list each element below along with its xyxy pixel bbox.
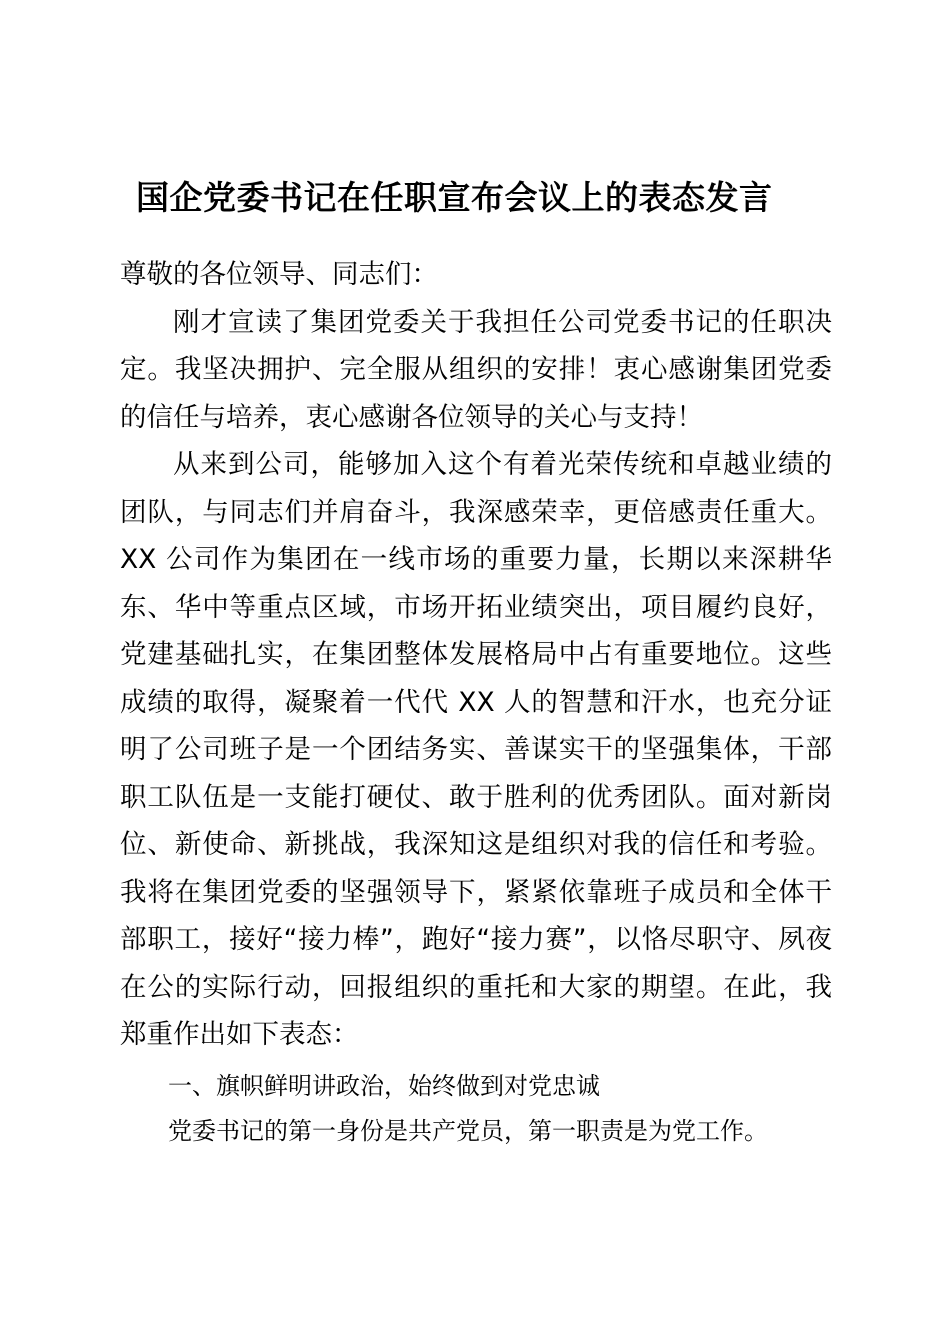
salutation-line: 尊敬的各位领导、同志们： <box>120 259 438 290</box>
section-heading-1: 一、旗帜鲜明讲政治，始终做到对党忠诚 <box>168 1071 600 1100</box>
page-title: 国企党委书记在任职宣布会议上的表态发言 <box>136 178 773 217</box>
body-paragraph-2: 从来到公司，能够加入这个有着光荣传统和卓越业绩的团队，与同志们并肩奋斗，我深感荣幸，更倍感责任重大。XX 公司作为集团在一线市场的重要力量，长期以来深耕华东、华中等重点区域，市场开拓业绩突出，项目履约良好，党建基础扎实，在集团整体发展格局中占有重要地位。这些成绩的取得，凝聚着一代代 XX 人的智慧和汗水，也充分证明了公司班子是一个团结务实、善谋实干的坚强集体，干部职工队伍是一支能打硬仗、敢于胜利的优秀团队。面对新岗位、新使命、新挑战，我深知这是组织对我的信任和考验。我将在集团党委的坚强领导下，紧紧依靠班子成员和全体干部职工，接好“接力棒”，跑好“接力赛”，以恪尽职守、夙夜在公的实际行动，回报组织的重托和大家的期望。在此，我郑重作出如下表态： <box>120 449 832 1050</box>
section-body-1: 党委书记的第一身份是共产党员，第一职责是为党工作。 <box>168 1116 768 1145</box>
body-paragraph-1: 刚才宣读了集团党委关于我担任公司党委书记的任职决定。我坚决拥护、完全服从组织的安排！衷心感谢集团党委的信任与培养，衷心感谢各位领导的关心与支持！ <box>120 306 832 433</box>
document-content <box>120 0 832 1154</box>
